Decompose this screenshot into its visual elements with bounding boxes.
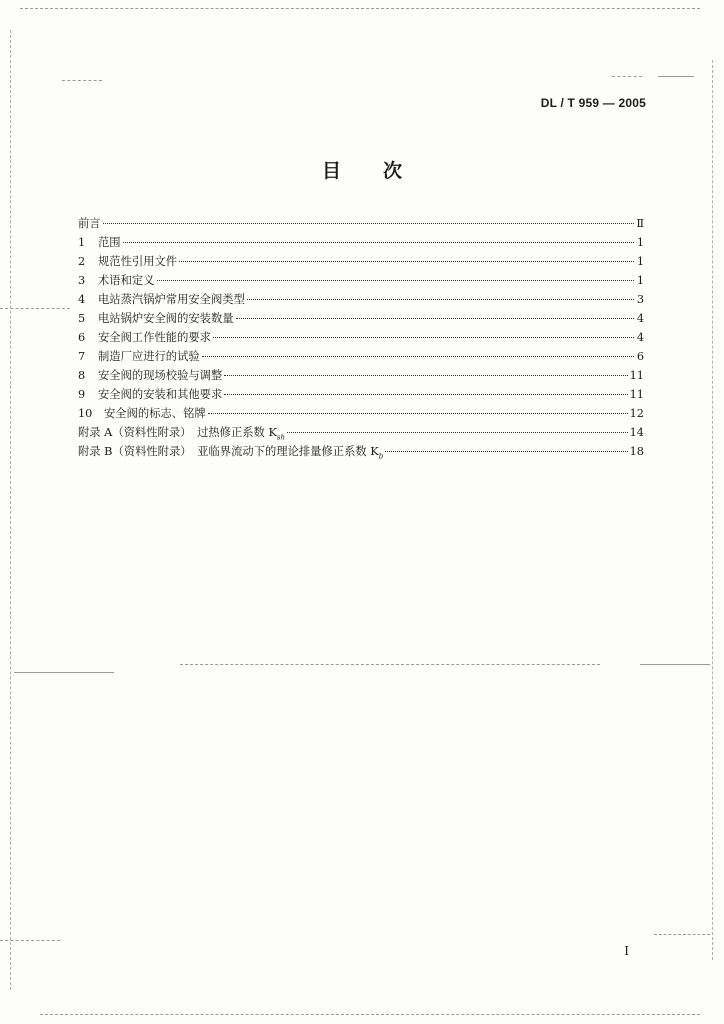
toc-entry-label-text: 安全阀的安装和其他要求 bbox=[98, 388, 223, 401]
toc-dot-leader bbox=[224, 394, 627, 395]
toc-entry-number: 9 bbox=[78, 388, 86, 401]
toc-entry-label-text: 规范性引用文件 bbox=[98, 255, 178, 268]
scan-artifact-line bbox=[658, 76, 694, 77]
toc-entry-label bbox=[98, 271, 155, 290]
scan-artifact-line bbox=[712, 60, 713, 960]
toc-entry-label bbox=[98, 347, 200, 366]
toc-entry-label-text: 范围 bbox=[98, 236, 121, 249]
standard-number: DL / T 959 — 2005 bbox=[540, 96, 646, 110]
toc-dot-leader bbox=[103, 223, 634, 224]
toc-dot-leader bbox=[208, 413, 628, 414]
toc-dot-leader bbox=[385, 451, 627, 452]
toc-entry-number: 10 bbox=[78, 407, 93, 420]
toc-entry-page: 4 bbox=[636, 331, 644, 344]
toc-entry-page: 18 bbox=[629, 445, 644, 458]
toc-entry-label-text: 前言 bbox=[78, 217, 101, 230]
toc-entry-number: 3 bbox=[78, 274, 86, 287]
toc-entry-label-text: 安全阀工作性能的要求 bbox=[98, 331, 211, 344]
scan-artifact-line bbox=[612, 76, 642, 77]
toc-dot-leader bbox=[157, 280, 635, 281]
toc-entry[interactable] bbox=[78, 442, 644, 461]
toc-entry-page: 11 bbox=[629, 388, 644, 401]
scan-artifact-line bbox=[0, 940, 60, 941]
toc-entry-page: Ⅱ bbox=[636, 217, 644, 230]
toc-entry-label-text: 安全阀的标志、铭牌 bbox=[104, 407, 206, 420]
toc-entry-number: 8 bbox=[78, 369, 86, 382]
toc-entry-number: 1 bbox=[78, 236, 86, 249]
toc-entry-label bbox=[98, 252, 177, 271]
toc-entry-number: 7 bbox=[78, 350, 86, 363]
toc-entry[interactable] bbox=[78, 233, 644, 252]
toc-entry-label bbox=[98, 328, 211, 347]
toc-entry-label bbox=[98, 366, 222, 385]
toc-entry-label bbox=[98, 309, 234, 328]
toc-entry[interactable] bbox=[78, 328, 644, 347]
scan-artifact-line bbox=[20, 8, 700, 9]
toc-entry-page: 4 bbox=[636, 312, 644, 325]
toc-dot-leader bbox=[202, 356, 634, 357]
toc-entry-label-text: 电站蒸汽锅炉常用安全阀类型 bbox=[98, 293, 245, 306]
toc-entry-label-text: 安全阀的现场校验与调整 bbox=[98, 369, 223, 382]
toc-dot-leader bbox=[236, 318, 634, 319]
toc-entry[interactable] bbox=[78, 404, 644, 423]
page-number: I bbox=[624, 944, 629, 958]
toc-entry-number: 6 bbox=[78, 331, 86, 344]
toc-entry-label-text: 制造厂应进行的试验 bbox=[98, 350, 200, 363]
toc-entry-label-text: 术语和定义 bbox=[98, 274, 155, 287]
toc-entry-label bbox=[78, 442, 383, 466]
scan-artifact-line bbox=[62, 80, 102, 81]
scan-artifact-line bbox=[40, 1014, 700, 1015]
toc-dot-leader bbox=[123, 242, 634, 243]
toc-entry-page: 1 bbox=[636, 274, 644, 287]
toc-entry-number: 2 bbox=[78, 255, 86, 268]
toc-entry-page: 11 bbox=[629, 369, 644, 382]
toc-dot-leader bbox=[287, 432, 628, 433]
toc-entry[interactable] bbox=[78, 290, 644, 309]
toc-entry-subscript: sh bbox=[276, 433, 285, 442]
toc-entry-label bbox=[104, 404, 206, 423]
table-of-contents bbox=[78, 214, 644, 461]
toc-entry-page: 12 bbox=[629, 407, 644, 420]
toc-dot-leader bbox=[179, 261, 634, 262]
toc-entry-number: 4 bbox=[78, 293, 86, 306]
toc-entry-label-text: 电站锅炉安全阀的安装数量 bbox=[98, 312, 234, 325]
toc-entry[interactable] bbox=[78, 252, 644, 271]
toc-entry-page: 1 bbox=[636, 255, 644, 268]
toc-entry-page: 6 bbox=[636, 350, 644, 363]
toc-entry-label bbox=[98, 290, 245, 309]
toc-entry-label-text: 附录 B（资料性附录） 亚临界流动下的理论排量修正系数 K bbox=[78, 445, 379, 458]
page-title bbox=[0, 156, 724, 183]
toc-entry[interactable] bbox=[78, 214, 644, 233]
toc-entry[interactable] bbox=[78, 309, 644, 328]
scan-artifact-line bbox=[640, 664, 710, 665]
toc-entry[interactable] bbox=[78, 271, 644, 290]
toc-dot-leader bbox=[247, 299, 634, 300]
toc-entry-subscript: b bbox=[378, 452, 384, 461]
toc-entry-label-text: 附录 A（资料性附录） 过热修正系数 K bbox=[78, 426, 277, 439]
toc-entry-page: 14 bbox=[629, 426, 644, 439]
toc-entry[interactable] bbox=[78, 385, 644, 404]
toc-entry-page: 1 bbox=[636, 236, 644, 249]
scan-artifact-line bbox=[654, 934, 710, 935]
toc-entry-label bbox=[78, 214, 101, 233]
toc-entry-number: 5 bbox=[78, 312, 86, 325]
title-char-2: 次 bbox=[383, 160, 403, 182]
toc-entry[interactable] bbox=[78, 366, 644, 385]
toc-dot-leader bbox=[213, 337, 634, 338]
toc-entry-page: 3 bbox=[636, 293, 644, 306]
toc-entry-label bbox=[98, 233, 121, 252]
toc-entry[interactable] bbox=[78, 347, 644, 366]
title-char-1: 目 bbox=[321, 160, 341, 182]
toc-entry[interactable] bbox=[78, 423, 644, 442]
scan-artifact-line bbox=[14, 672, 114, 673]
scan-artifact-line bbox=[180, 664, 600, 665]
toc-dot-leader bbox=[224, 375, 627, 376]
toc-entry-label bbox=[98, 385, 222, 404]
